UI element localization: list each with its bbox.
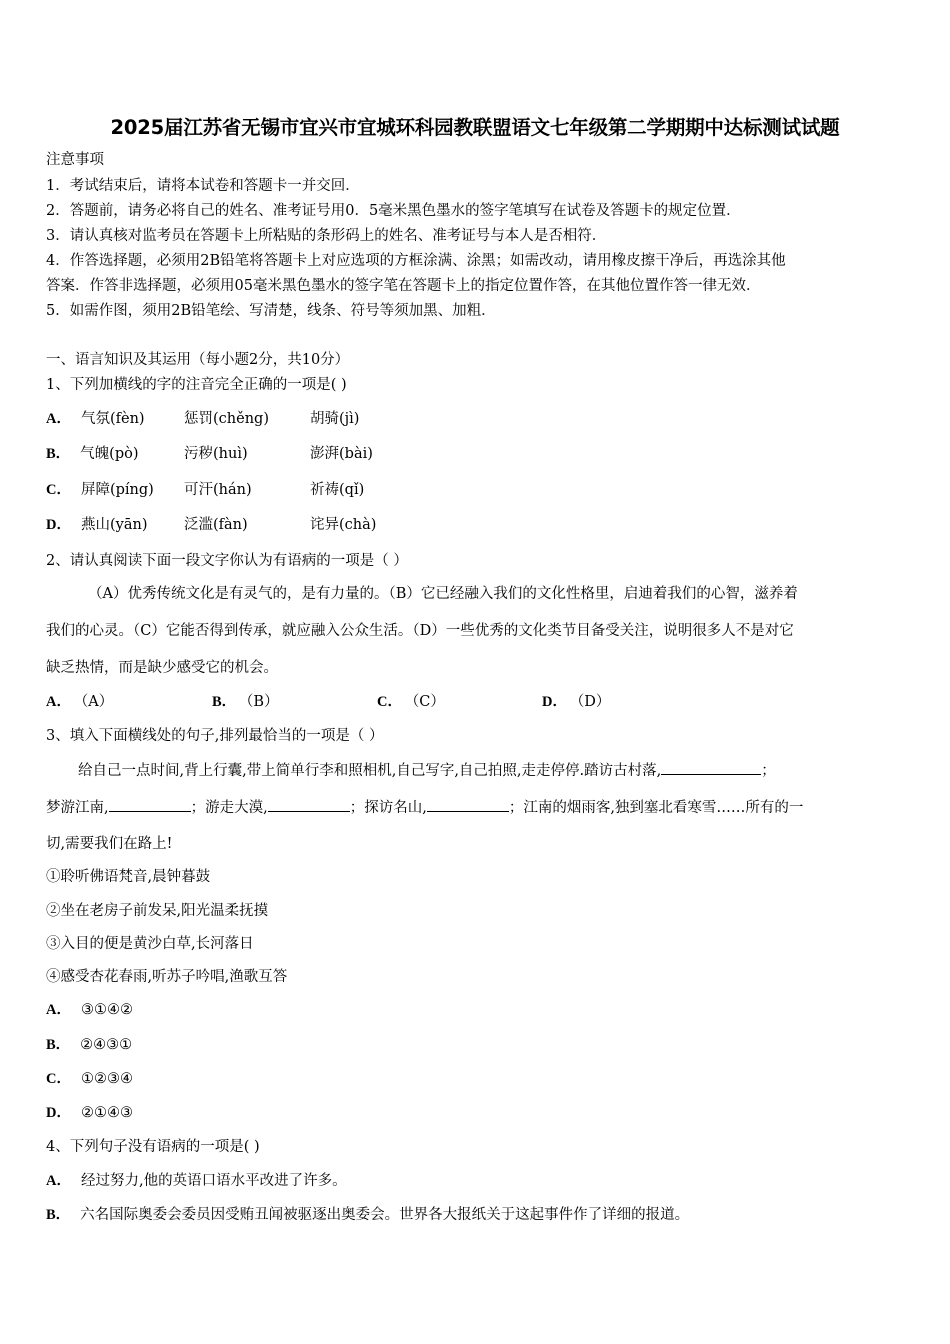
passage-text: 梦游江南, (46, 800, 109, 816)
notice-heading: 注意事项 (46, 152, 104, 168)
question-3-stem: 3、填入下面横线处的句子,排列最恰当的一项是（ ） (46, 728, 384, 744)
q1-option-c[interactable] (46, 480, 154, 500)
fill-blank[interactable] (661, 760, 761, 775)
q1-option-c-choice-3: 祈祷(qǐ) (310, 482, 365, 498)
q3-passage-line (78, 760, 938, 781)
q2-option-b[interactable] (212, 692, 279, 712)
q1-option-d[interactable] (46, 515, 147, 535)
q3-sentence-item: ②坐在老房子前发呆,阳光温柔抚摸 (46, 903, 269, 919)
option-choice: 燕山(yān) (80, 517, 148, 533)
q3-option-d[interactable] (46, 1103, 133, 1123)
q1-option-b-choice-3: 澎湃(bài) (310, 446, 373, 462)
q3-sentence-item: ①聆听佛语梵音,晨钟暮鼓 (46, 869, 211, 885)
option-text: ②④③① (80, 1037, 133, 1053)
q2-option-a[interactable] (46, 692, 113, 712)
q1-option-a[interactable] (46, 409, 145, 429)
option-text: ③①④② (80, 1002, 133, 1018)
notice-item: 5．如需作图，须用2B铅笔绘、写清楚，线条、符号等须加黑、加粗． (46, 303, 496, 319)
q2-option-c[interactable] (377, 692, 445, 712)
option-label: C． (46, 1071, 71, 1087)
q2-passage-line: （A）优秀传统文化是有灵气的，是有力量的。（B）它已经融入我们的文化性格里，启迪着我们的心智，滋养着 (88, 586, 798, 602)
notice-item: 3．请认真核对监考员在答题卡上所粘贴的条形码上的姓名、准考证号与本人是否相符． (46, 228, 607, 244)
option-label: D． (542, 694, 567, 710)
option-label: D． (46, 517, 71, 533)
q1-option-b[interactable] (46, 444, 139, 464)
passage-text: ； (761, 763, 776, 779)
q3-sentence-item: ③入目的便是黄沙白草,长河落日 (46, 936, 254, 952)
notice-item: 1．考试结束后，请将本试卷和答题卡一并交回． (46, 178, 360, 194)
option-label: A． (46, 1002, 71, 1018)
option-choice: 气魄(pò) (80, 446, 139, 462)
option-choice: 气氛(fèn) (80, 411, 145, 427)
option-label: C． (46, 482, 71, 498)
q2-option-d[interactable] (542, 692, 610, 712)
q3-passage-line: 切,需要我们在路上! (46, 836, 173, 852)
option-label: A． (46, 1173, 71, 1189)
notice-item: 2．答题前，请务必将自己的姓名、准考证号用0．5毫米黑色墨水的签字笔填写在试卷及答题卡的规定位置． (46, 203, 741, 219)
q2-passage-line: 缺乏热情，而是缺少感受它的机会。 (46, 660, 278, 676)
q3-option-c[interactable] (46, 1069, 133, 1089)
option-label: B． (46, 1207, 71, 1223)
q1-option-a-choice-3: 胡骑(jì) (310, 411, 360, 427)
q3-passage-line (46, 797, 906, 818)
q3-sentence-item: ④感受杏花春雨,听苏子吟唱,渔歌互答 (46, 969, 288, 985)
option-text: ②①④③ (80, 1105, 133, 1121)
option-label: B． (212, 694, 237, 710)
option-label: A． (46, 694, 71, 710)
option-text: （B） (246, 694, 279, 710)
passage-text: ；江南的烟雨客,独到塞北看寒雪……所有的一 (508, 800, 804, 816)
option-text: 六名国际奥委会委员因受贿丑闻被驱逐出奥委会。世界各大报纸关于这起事件作了详细的报道。 (80, 1207, 690, 1223)
option-text: （D） (576, 694, 611, 710)
option-choice: 屏障(píng) (80, 482, 154, 498)
fill-blank[interactable] (427, 797, 509, 812)
option-text: ①②③④ (80, 1071, 133, 1087)
notice-item: 4．作答选择题，必须用2B铅笔将答题卡上对应选项的方框涂满、涂黑；如需改动，请用橡皮擦干净后，再选涂其他 (46, 253, 786, 269)
fill-blank[interactable] (268, 797, 350, 812)
page-title: 2025届江苏省无锡市宜兴市宜城环科园教联盟语文七年级第二学期期中达标测试试题 (110, 116, 840, 139)
notice-item: 答案．作答非选择题，必须用05毫米黑色墨水的签字笔在答题卡上的指定位置作答，在其他位置作答一律无效． (46, 278, 761, 294)
question-1-stem: 1、下列加横线的字的注音完全正确的一项是( ) (46, 377, 347, 393)
passage-text: ；游走大漠, (190, 800, 268, 816)
q1-option-c-choice-2: 可汗(hán) (184, 482, 252, 498)
q3-option-b[interactable] (46, 1035, 132, 1055)
section-heading: 一、语言知识及其运用（每小题2分，共10分） (46, 352, 350, 368)
option-label: B． (46, 446, 71, 462)
option-text: 经过努力,他的英语口语水平改进了许多。 (80, 1173, 347, 1189)
q1-option-d-choice-2: 泛滥(fàn) (184, 517, 248, 533)
passage-text: ；探访名山, (349, 800, 427, 816)
q1-option-d-choice-3: 诧异(chà) (310, 517, 377, 533)
q2-passage-line: 我们的心灵。（C）它能否得到传承，就应融入公众生活。（D）一些优秀的文化类节目备受关注，说明很多人不是对它 (46, 623, 794, 639)
q1-option-a-choice-2: 惩罚(chěng) (184, 411, 269, 427)
option-text: （C） (411, 694, 445, 710)
option-label: C． (377, 694, 402, 710)
q1-option-b-choice-2: 污秽(huì) (184, 446, 248, 462)
option-label: A． (46, 411, 71, 427)
q3-option-a[interactable] (46, 1000, 133, 1020)
fill-blank[interactable] (109, 797, 191, 812)
passage-text: 给自己一点时间,背上行囊,带上简单行李和照相机,自己写字,自己拍照,走走停停.踏访古村落, (78, 763, 662, 779)
q4-option-b[interactable] (46, 1205, 689, 1225)
question-2-stem: 2、请认真阅读下面一段文字你认为有语病的一项是（ ） (46, 553, 408, 569)
option-text: （A） (80, 694, 114, 710)
question-4-stem: 4、下列句子没有语病的一项是( ) (46, 1139, 260, 1155)
option-label: D． (46, 1105, 71, 1121)
q4-option-a[interactable] (46, 1171, 347, 1191)
option-label: B． (46, 1037, 71, 1053)
